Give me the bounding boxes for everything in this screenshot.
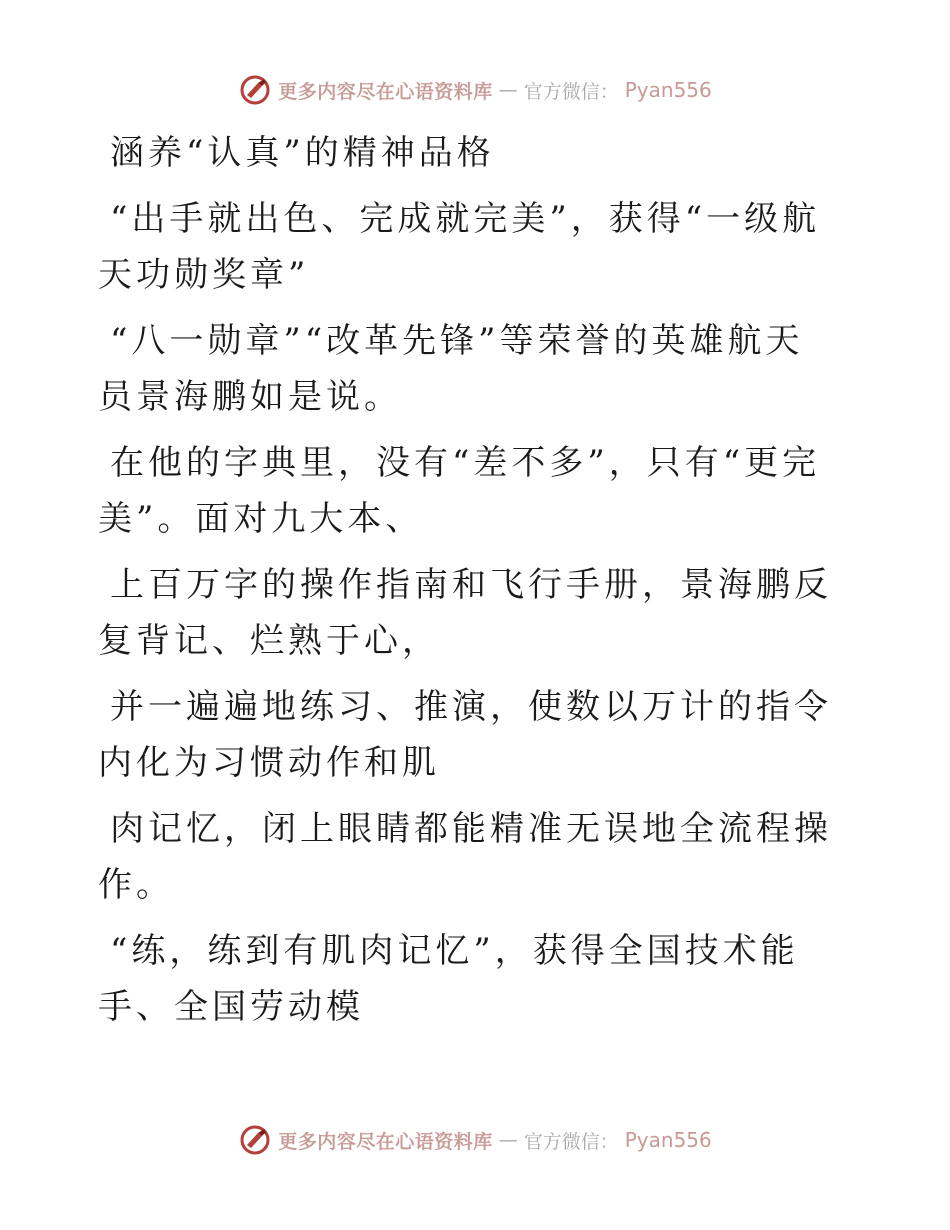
paragraph-3: “八一勋章”“改革先锋”等荣誉的英雄航天员景海鹏如是说。: [98, 321, 804, 417]
watermark-wechat-label: 官方微信：: [523, 1130, 619, 1153]
watermark-brand-text: 更多内容尽在心语资料库: [278, 80, 493, 103]
watermark-dash: —: [498, 1129, 518, 1151]
paragraph-6: 并一遍遍地练习、推演，使数以万计的指令内化为习惯动作和肌: [98, 687, 832, 783]
paragraph-4: 在他的字典里，没有“差不多”，只有“更完美”。面对九大本、: [98, 443, 821, 539]
footer-watermark: [0, 1120, 950, 1160]
document-body: [98, 125, 838, 1045]
header-watermark: [0, 70, 950, 110]
watermark-brand-text: 更多内容尽在心语资料库: [278, 1130, 493, 1153]
watermark-wechat-id: Pyan556: [624, 78, 712, 102]
paragraph-5: 上百万字的操作指南和飞行手册，景海鹏反复背记、烂熟于心，: [98, 565, 832, 661]
paragraph-2: “出手就出色、完成就完美”，获得“一级航天功勋奖章”: [98, 199, 821, 295]
brand-logo-icon: [238, 73, 272, 107]
paragraph-8: “练，练到有肌肉记忆”，获得全国技术能手、全国劳动模: [98, 931, 799, 1027]
watermark-dash: —: [498, 79, 518, 101]
brand-logo-icon: [238, 1123, 272, 1157]
paragraph-1: 涵养“认真”的精神品格: [110, 133, 495, 173]
paragraph-7: 肉记忆，闭上眼睛都能精准无误地全流程操作。: [98, 809, 832, 905]
watermark-wechat-label: 官方微信：: [523, 80, 619, 103]
watermark-wechat-id: Pyan556: [624, 1128, 712, 1152]
